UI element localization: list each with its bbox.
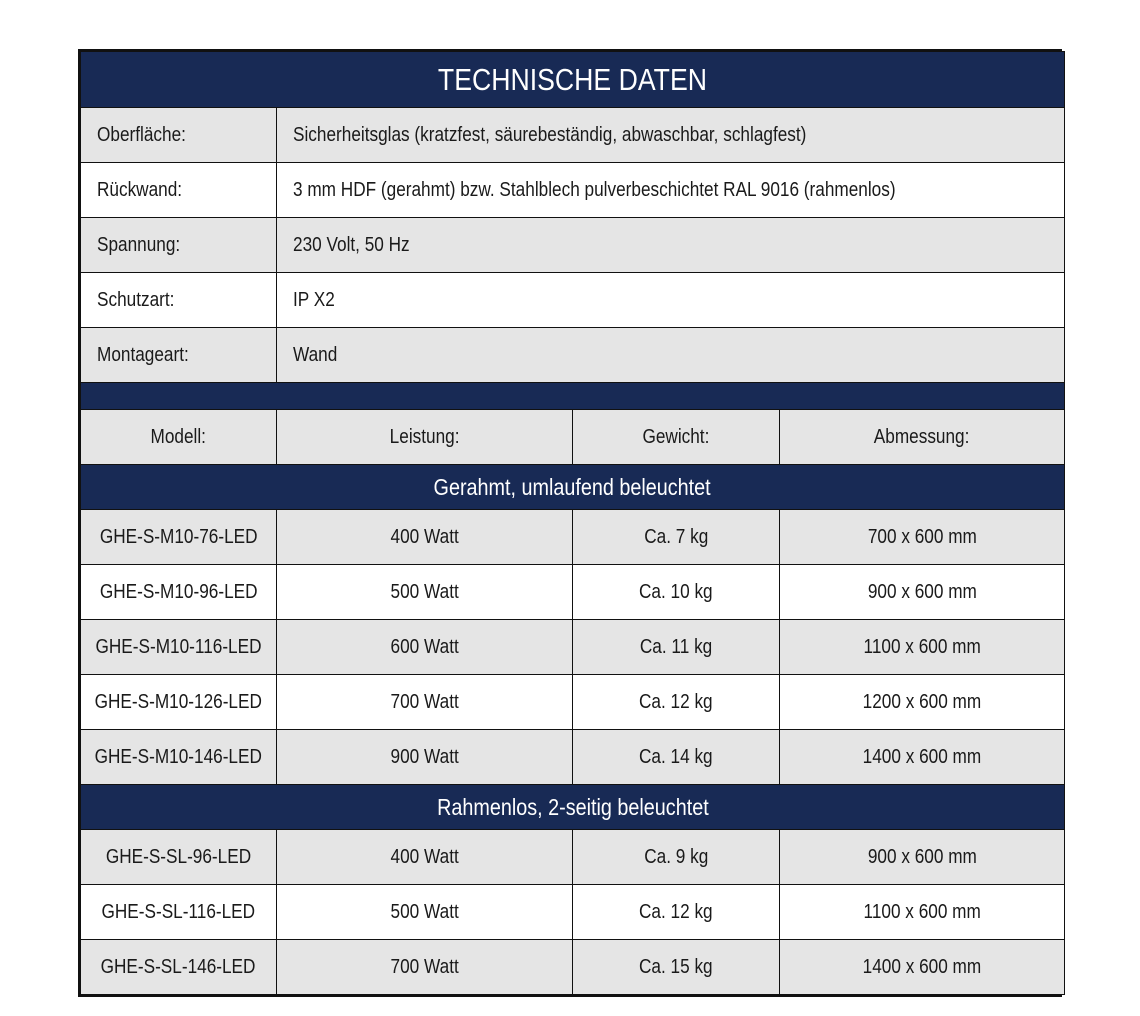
dimensions-cell: 1400 x 600 mm [780,730,1065,785]
power-cell: 600 Watt [277,620,573,675]
divider-cell [81,383,1065,410]
weight-cell: Ca. 12 kg [573,885,780,940]
spec-row-protection [81,273,1065,328]
model-cell: GHE-S-M10-76-LED [81,510,277,565]
dimensions-cell: 700 x 600 mm [780,510,1065,565]
model-cell: GHE-S-SL-96-LED [81,830,277,885]
spec-row-mounting [81,328,1065,383]
model-cell: GHE-S-SL-116-LED [81,885,277,940]
power-cell: 400 Watt [277,830,573,885]
model-cell: GHE-S-M10-146-LED [81,730,277,785]
dimensions-cell: 1100 x 600 mm [780,620,1065,675]
section-header-framed [81,465,1065,510]
spec-row-back-panel [81,163,1065,218]
table-row [81,565,1065,620]
table-row [81,730,1065,785]
column-header-dimensions: Abmessung: [780,410,1065,465]
spec-value: Wand [277,328,1065,383]
power-cell: 400 Watt [277,510,573,565]
spec-label: Spannung: [81,218,277,273]
dimensions-cell: 1400 x 600 mm [780,940,1065,995]
spec-label: Schutzart: [81,273,277,328]
table-row [81,940,1065,995]
table-row [81,830,1065,885]
dimensions-cell: 900 x 600 mm [780,830,1065,885]
spec-label: Montageart: [81,328,277,383]
model-cell: GHE-S-M10-126-LED [81,675,277,730]
table-row [81,620,1065,675]
table-title: TECHNISCHE DATEN [81,52,1065,108]
title-row [81,52,1065,108]
spec-value: Sicherheitsglas (kratzfest, säurebeständig, abwaschbar, schlagfest) [277,108,1065,163]
column-header-power: Leistung: [277,410,573,465]
power-cell: 500 Watt [277,885,573,940]
divider-band [81,383,1065,410]
weight-cell: Ca. 15 kg [573,940,780,995]
dimensions-cell: 1100 x 600 mm [780,885,1065,940]
spec-row-surface [81,108,1065,163]
technical-data-sheet [78,49,1062,997]
technical-data-table [80,51,1065,995]
spec-value: IP X2 [277,273,1065,328]
column-header-weight: Gewicht: [573,410,780,465]
section-title: Gerahmt, umlaufend beleuchtet [81,465,1065,510]
section-header-frameless [81,785,1065,830]
spec-label: Oberfläche: [81,108,277,163]
spec-row-voltage [81,218,1065,273]
dimensions-cell: 1200 x 600 mm [780,675,1065,730]
weight-cell: Ca. 7 kg [573,510,780,565]
section-title: Rahmenlos, 2-seitig beleuchtet [81,785,1065,830]
weight-cell: Ca. 11 kg [573,620,780,675]
power-cell: 900 Watt [277,730,573,785]
model-cell: GHE-S-M10-116-LED [81,620,277,675]
spec-value: 3 mm HDF (gerahmt) bzw. Stahlblech pulverbeschichtet RAL 9016 (rahmenlos) [277,163,1065,218]
dimensions-cell: 900 x 600 mm [780,565,1065,620]
spec-label: Rückwand: [81,163,277,218]
weight-cell: Ca. 12 kg [573,675,780,730]
spec-value: 230 Volt, 50 Hz [277,218,1065,273]
model-cell: GHE-S-SL-146-LED [81,940,277,995]
power-cell: 700 Watt [277,675,573,730]
weight-cell: Ca. 9 kg [573,830,780,885]
table-row [81,510,1065,565]
power-cell: 500 Watt [277,565,573,620]
column-header-model: Modell: [81,410,277,465]
power-cell: 700 Watt [277,940,573,995]
column-header-row [81,410,1065,465]
weight-cell: Ca. 10 kg [573,565,780,620]
table-row [81,885,1065,940]
weight-cell: Ca. 14 kg [573,730,780,785]
table-row [81,675,1065,730]
model-cell: GHE-S-M10-96-LED [81,565,277,620]
